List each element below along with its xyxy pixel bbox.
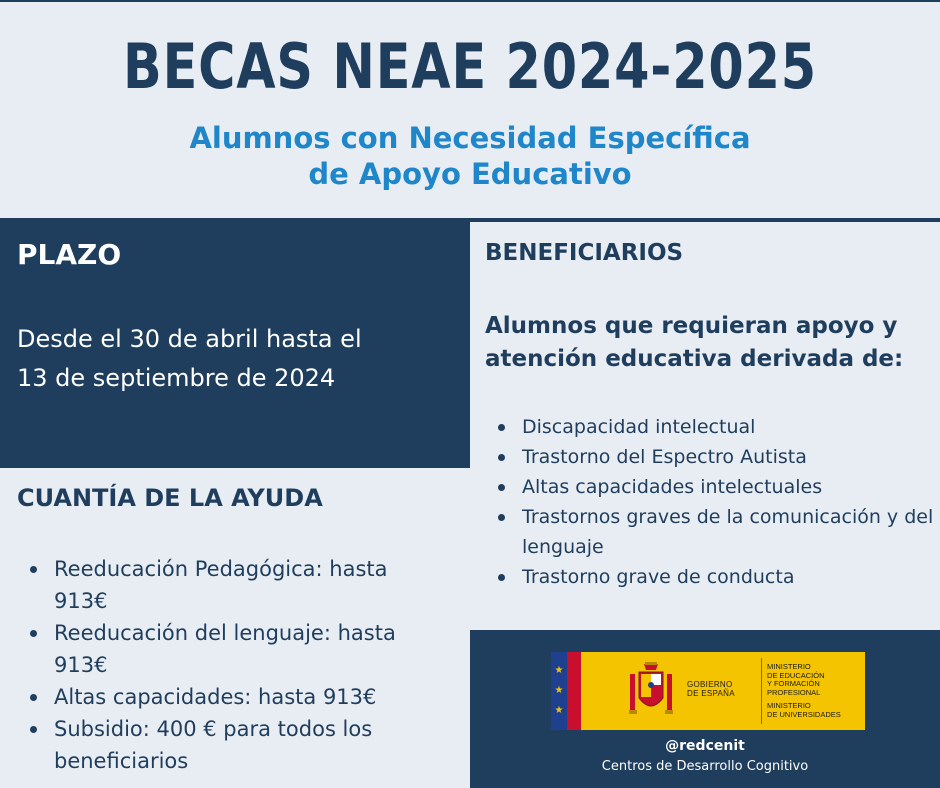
list-item: Subsidio: 400 € para todos los beneficiarios [17,713,437,777]
beneficiarios-heading: BENEFICIARIOS [485,240,684,266]
ministerio-2-line-1: MINISTERIO [767,701,811,710]
cuantia-heading: CUANTÍA DE LA AYUDA [17,484,323,512]
page-title: BECAS NEAE 2024-2025 [122,30,818,103]
gobierno-text [687,680,735,698]
beneficiarios-panel [470,218,940,630]
footer-panel [470,630,940,788]
plazo-line-1: Desde el 30 de abril hasta el [17,325,362,353]
plazo-heading: PLAZO [17,238,122,271]
list-item: Trastorno del Espectro Autista [485,442,940,472]
cuantia-list [17,553,437,777]
eu-flag-stripe [551,652,567,730]
ministerio-1-line-2: DE EDUCACIÓN [767,670,825,680]
list-item: Altas capacidades intelectuales [485,472,940,502]
coat-of-arms-icon [626,660,676,722]
subtitle-line-2: de Apoyo Educativo [308,157,632,191]
beneficiarios-intro-line-1: Alumnos que requieran apoyo y [485,313,898,339]
header [0,2,940,218]
list-item: Reeducación del lenguaje: hasta 913€ [17,617,437,681]
gobierno-line-2: DE ESPAÑA [687,689,735,698]
list-item: Altas capacidades: hasta 913€ [17,681,437,713]
footer-tagline: Centros de Desarrollo Cognitivo [601,759,809,774]
cuantia-panel [0,468,465,788]
star-icon: ★ [554,685,564,696]
logo-separator [761,658,762,724]
ministerio-1-line-3: Y FORMACIÓN PROFESIONAL [767,679,821,697]
star-icon: ★ [554,705,564,716]
beneficiarios-list [485,412,940,592]
star-icon: ★ [554,665,564,676]
social-handle: @redcenit [665,738,745,754]
beneficiarios-intro [485,310,935,376]
plazo-line-2: 13 de septiembre de 2024 [17,364,336,392]
logo-yellow-field [581,652,865,730]
plazo-panel [0,218,470,468]
beneficiarios-intro-line-2: atención educativa derivada de: [485,346,904,372]
ministerio-2-line-2: DE UNIVERSIDADES [767,709,841,719]
subtitle-line-1: Alumnos con Necesidad Específica [189,121,751,155]
list-item: Discapacidad intelectual [485,412,940,442]
list-item: Reeducación Pedagógica: hasta 913€ [17,553,437,617]
list-item: Trastorno grave de conducta [485,562,940,592]
spain-flag-stripe [567,652,581,730]
ministerio-text [767,663,865,719]
list-item: Trastornos graves de la comunicación y del lenguaje [485,502,940,562]
ministerio-1-line-1: MINISTERIO [767,662,811,671]
plazo-text [17,320,437,398]
page-subtitle [0,120,940,192]
gobierno-line-1: GOBIERNO [687,680,733,689]
government-logo [551,652,865,730]
